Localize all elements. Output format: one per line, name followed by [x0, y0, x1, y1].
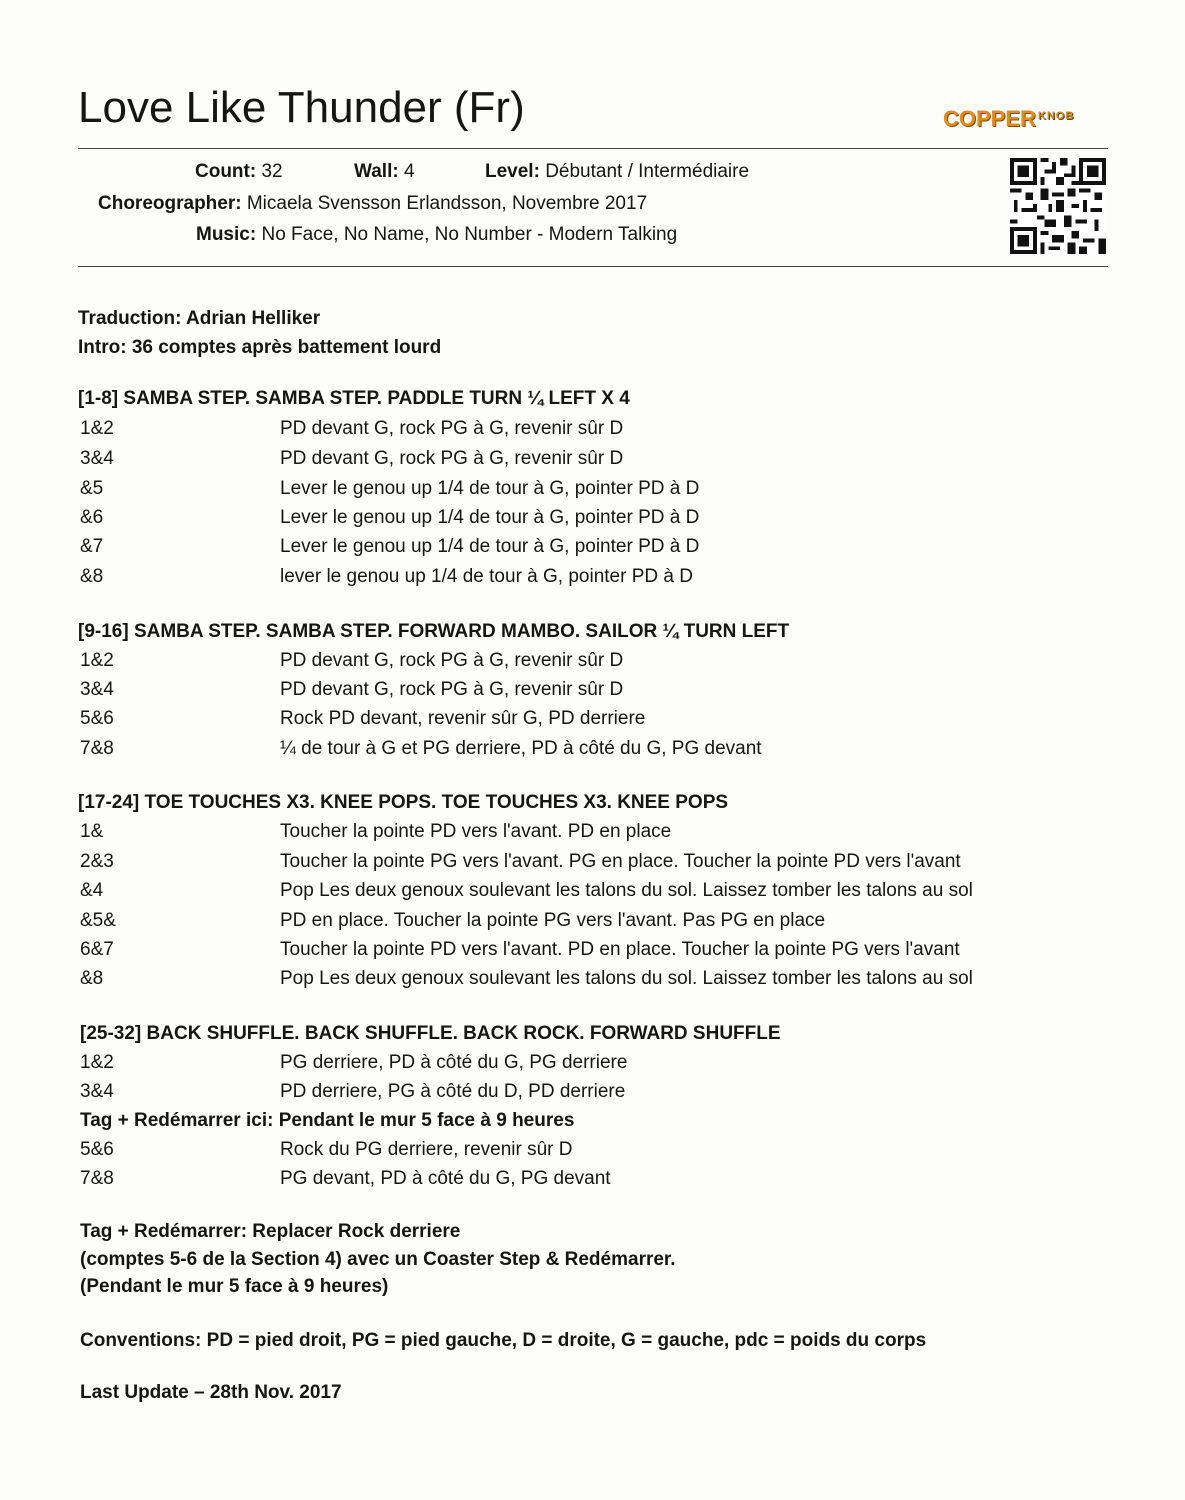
step-description: Rock PD devant, revenir sûr G, PD derriere: [280, 708, 646, 729]
section-heading: [17-24] TOE TOUCHES X3. KNEE POPS. TOE TOUCHES X3. KNEE POPS: [78, 792, 729, 813]
step-count: &8: [80, 968, 104, 989]
section-heading: [25-32] BACK SHUFFLE. BACK SHUFFLE. BACK ROCK. FORWARD SHUFFLE: [80, 1023, 781, 1044]
step-count: 3&4: [80, 679, 114, 700]
step-description: PD devant G, rock PG à G, revenir sûr D: [280, 448, 624, 469]
level-value: Débutant / Intermédiaire: [545, 161, 750, 182]
step-description: Lever le genou up 1/4 de tour à G, pointer PD à D: [280, 536, 700, 557]
step-description: Toucher la pointe PD vers l'avant. PD en place: [280, 821, 672, 842]
wall-value: 4: [403, 161, 415, 182]
music-label: Music:: [196, 224, 257, 245]
step-count: &6: [80, 507, 104, 528]
step-description: PD devant G, rock PG à G, revenir sûr D: [280, 679, 624, 700]
step-count: 1&2: [80, 650, 114, 671]
step-description: Pop Les deux genoux soulevant les talons du sol. Laissez tomber les talons au sol: [280, 968, 973, 989]
tag-line-1: Tag + Redémarrer: Replacer Rock derriere: [80, 1221, 461, 1242]
step-count: 1&2: [80, 1052, 114, 1073]
step-count: &5&: [80, 910, 116, 931]
wall-label: Wall:: [354, 161, 399, 182]
step-count: 1&2: [80, 418, 114, 439]
step-count: 7&8: [80, 738, 114, 759]
step-count: &8: [80, 566, 104, 587]
translation-credit: Traduction: Adrian Helliker: [78, 308, 321, 329]
section-heading: [1-8] SAMBA STEP. SAMBA STEP. PADDLE TURN ¼ LEFT X 4: [78, 388, 630, 409]
intro-note: Intro: 36 comptes après battement lourd: [78, 337, 442, 358]
step-count: &5: [80, 478, 104, 499]
logo-text-copper: COPPER: [943, 106, 1036, 131]
tag-line-3: (Pendant le mur 5 face à 9 heures): [80, 1276, 389, 1297]
step-count: 3&4: [80, 1081, 114, 1102]
copperknob-logo[interactable]: [943, 108, 1074, 130]
last-update: Last Update – 28th Nov. 2017: [80, 1382, 342, 1403]
step-description: Lever le genou up 1/4 de tour à G, pointer PD à D: [280, 478, 700, 499]
step-description: Toucher la pointe PD vers l'avant. PD en place. Toucher la pointe PG vers l'avant: [280, 939, 960, 960]
step-count: 5&6: [80, 1139, 114, 1160]
music-field: [196, 225, 677, 244]
step-count: 1&: [80, 821, 104, 842]
tag-restart-note: Tag + Redémarrer ici: Pendant le mur 5 face à 9 heures: [80, 1110, 575, 1131]
step-count: 7&8: [80, 1168, 114, 1189]
tag-line-2: (comptes 5-6 de la Section 4) avec un Coaster Step & Redémarrer.: [80, 1249, 676, 1270]
step-count: 3&4: [80, 448, 114, 469]
step-count: &7: [80, 536, 104, 557]
step-description: PG derriere, PD à côté du G, PG derriere: [280, 1052, 628, 1073]
step-description: PG devant, PD à côté du G, PG devant: [280, 1168, 611, 1189]
step-description: PD devant G, rock PG à G, revenir sûr D: [280, 418, 624, 439]
count-value: 32: [261, 161, 283, 182]
step-description: Rock du PG derriere, revenir sûr D: [280, 1139, 573, 1160]
header-bottom-divider: [78, 266, 1108, 267]
header-top-divider: [78, 148, 1108, 149]
step-count: &4: [80, 880, 104, 901]
step-count: 2&3: [80, 851, 114, 872]
choreographer-value: Micaela Svensson Erlandsson, Novembre 2017: [246, 193, 648, 214]
level-label: Level:: [485, 161, 540, 182]
step-description: Lever le genou up 1/4 de tour à G, pointer PD à D: [280, 507, 700, 528]
choreographer-label: Choreographer:: [98, 193, 242, 214]
count-field: [195, 162, 283, 181]
step-description: PD derriere, PG à côté du D, PD derriere: [280, 1081, 626, 1102]
level-field: [485, 162, 749, 181]
qr-code-icon[interactable]: [1010, 158, 1106, 254]
section-heading: [9-16] SAMBA STEP. SAMBA STEP. FORWARD MAMBO. SAILOR ¼ TURN LEFT: [78, 621, 790, 642]
conventions-note: Conventions: PD = pied droit, PG = pied gauche, D = droite, G = gauche, pdc = poids du corps: [80, 1330, 927, 1351]
step-description: lever le genou up 1/4 de tour à G, pointer PD à D: [280, 566, 693, 587]
wall-field: [354, 162, 415, 181]
step-description: ¼ de tour à G et PG derriere, PD à côté du G, PG devant: [280, 738, 762, 759]
step-description: Pop Les deux genoux soulevant les talons du sol. Laissez tomber les talons au sol: [280, 880, 973, 901]
step-description: PD devant G, rock PG à G, revenir sûr D: [280, 650, 624, 671]
page-title: Love Like Thunder (Fr): [78, 83, 525, 132]
step-description: PD en place. Toucher la pointe PG vers l'avant. Pas PG en place: [280, 910, 826, 931]
step-count: 6&7: [80, 939, 114, 960]
count-label: Count:: [195, 161, 257, 182]
logo-text-knob: KNOB: [1037, 110, 1075, 122]
step-count: 5&6: [80, 708, 114, 729]
step-description: Toucher la pointe PG vers l'avant. PG en place. Toucher la pointe PD vers l'avant: [280, 851, 961, 872]
music-value: No Face, No Name, No Number - Modern Talking: [261, 224, 678, 245]
choreographer-field: [98, 194, 647, 213]
